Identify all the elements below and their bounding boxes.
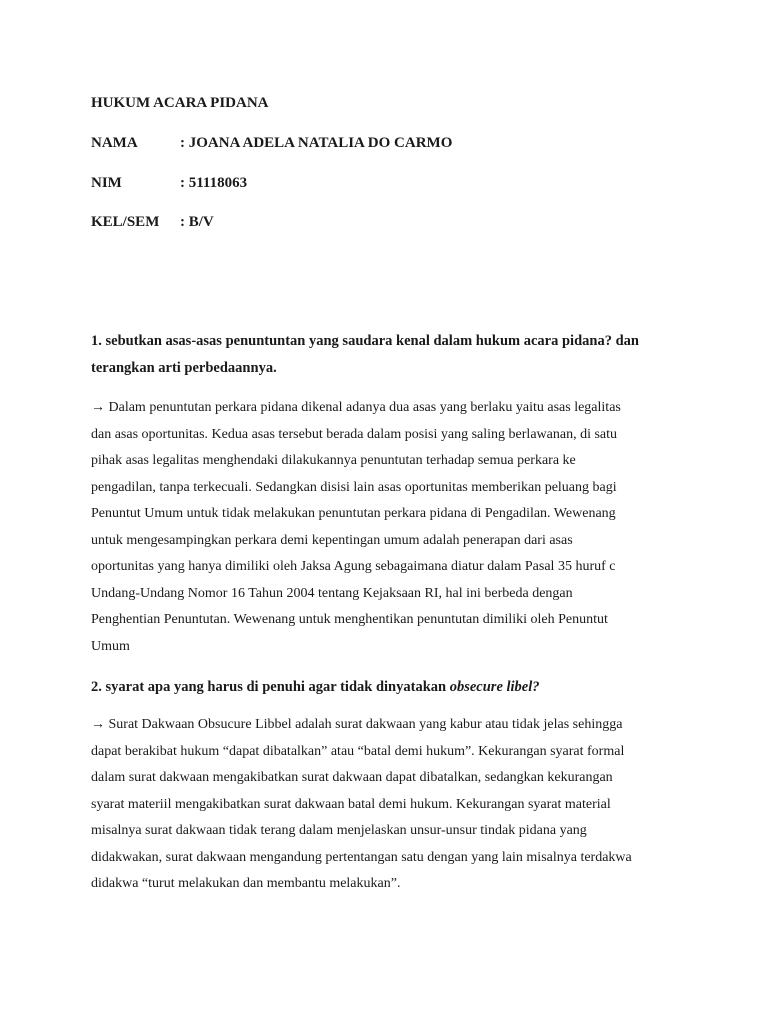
question-1-line: terangkan arti perbedaannya. xyxy=(91,359,277,376)
answer-2-line: → Surat Dakwaan Obsucure Libbel adalah surat dakwaan yang kabur atau tidak jelas sehingga xyxy=(91,717,623,732)
question-2-italic-term: obsecure libel? xyxy=(449,679,540,695)
kelsem-value: : B/V xyxy=(180,214,214,230)
nama-label: NAMA xyxy=(91,135,138,151)
answer-2-line: didakwakan, surat dakwaan mengandung pertentangan satu dengan yang lain misalnya terdakwa xyxy=(91,849,632,865)
nama-value: : JOANA ADELA NATALIA DO CARMO xyxy=(180,135,453,151)
answer-2-line: dapat berakibat hukum “dapat dibatalkan” atau “batal demi hukum”. Kekurangan syarat formal xyxy=(91,743,625,759)
answer-1-line: Penghentian Penuntutan. Wewenang untuk menghentikan penuntutan dimiliki oleh Penuntut xyxy=(91,612,608,627)
question-2-line xyxy=(91,674,691,701)
answer-2-line: dalam surat dakwaan mengakibatkan surat dakwaan dapat dibatalkan, sedangkan kekurangan xyxy=(91,770,613,785)
answer-1-line: oportunitas yang hanya dimiliki oleh Jaksa Agung sebagaimana diatur dalam Pasal 35 huruf c xyxy=(91,559,616,574)
answer-1-line: → Dalam penuntutan perkara pidana dikenal adanya dua asas yang berlaku yaitu asas legalitas xyxy=(91,400,621,415)
question-1 xyxy=(91,328,691,381)
answer-1-line: Undang-Undang Nomor 16 Tahun 2004 tentang Kejaksaan RI, hal ini berbeda dengan xyxy=(91,585,573,601)
question-2 xyxy=(91,674,691,701)
answer-1-line: Penuntut Umum untuk tidak melakukan penuntutan perkara pidana di Pengadilan. Wewenang xyxy=(91,506,616,521)
answer-1-line: pihak asas legalitas menghendaki dilakukannya penuntutan terhadap semua perkara ke xyxy=(91,453,576,468)
nim-label: NIM xyxy=(91,175,122,191)
kelsem-row xyxy=(91,213,214,232)
document-title: HUKUM ACARA PIDANA xyxy=(91,95,269,111)
answer-1-line: dan asas oportunitas. Kedua asas tersebut berada dalam posisi yang saling berlawanan, di satu xyxy=(91,426,618,442)
answer-2-line: syarat materiil mengakibatkan surat dakwaan batal demi hukum. Kekurangan syarat material xyxy=(91,796,611,812)
answer-2-line: misalnya surat dakwaan tidak terang dalam menjelaskan unsur-unsur tindak pidana yang xyxy=(91,823,587,838)
answer-1 xyxy=(91,395,691,660)
answer-1-line: Umum xyxy=(91,638,130,654)
kelsem-label: KEL/SEM xyxy=(91,214,160,230)
answer-2 xyxy=(91,712,691,898)
answer-1-line: pengadilan, tanpa terkecuali. Sedangkan disisi lain asas oportunitas memberikan peluang bagi xyxy=(91,479,617,495)
answer-2-line: didakwa “turut melakukan dan membantu melakukan”. xyxy=(91,876,401,891)
answer-1-line: untuk mengesampingkan perkara demi kepentingan umum adalah penerapan dari asas xyxy=(91,532,573,548)
question-2-text: 2. syarat apa yang harus di penuhi agar tidak dinyatakan xyxy=(91,679,450,695)
nim-value: : 51118063 xyxy=(180,175,248,191)
nim-row xyxy=(91,174,247,193)
nama-row xyxy=(91,134,452,153)
question-1-line: 1. sebutkan asas-asas penuntuntan yang saudara kenal dalam hukum acara pidana? dan xyxy=(91,333,639,349)
